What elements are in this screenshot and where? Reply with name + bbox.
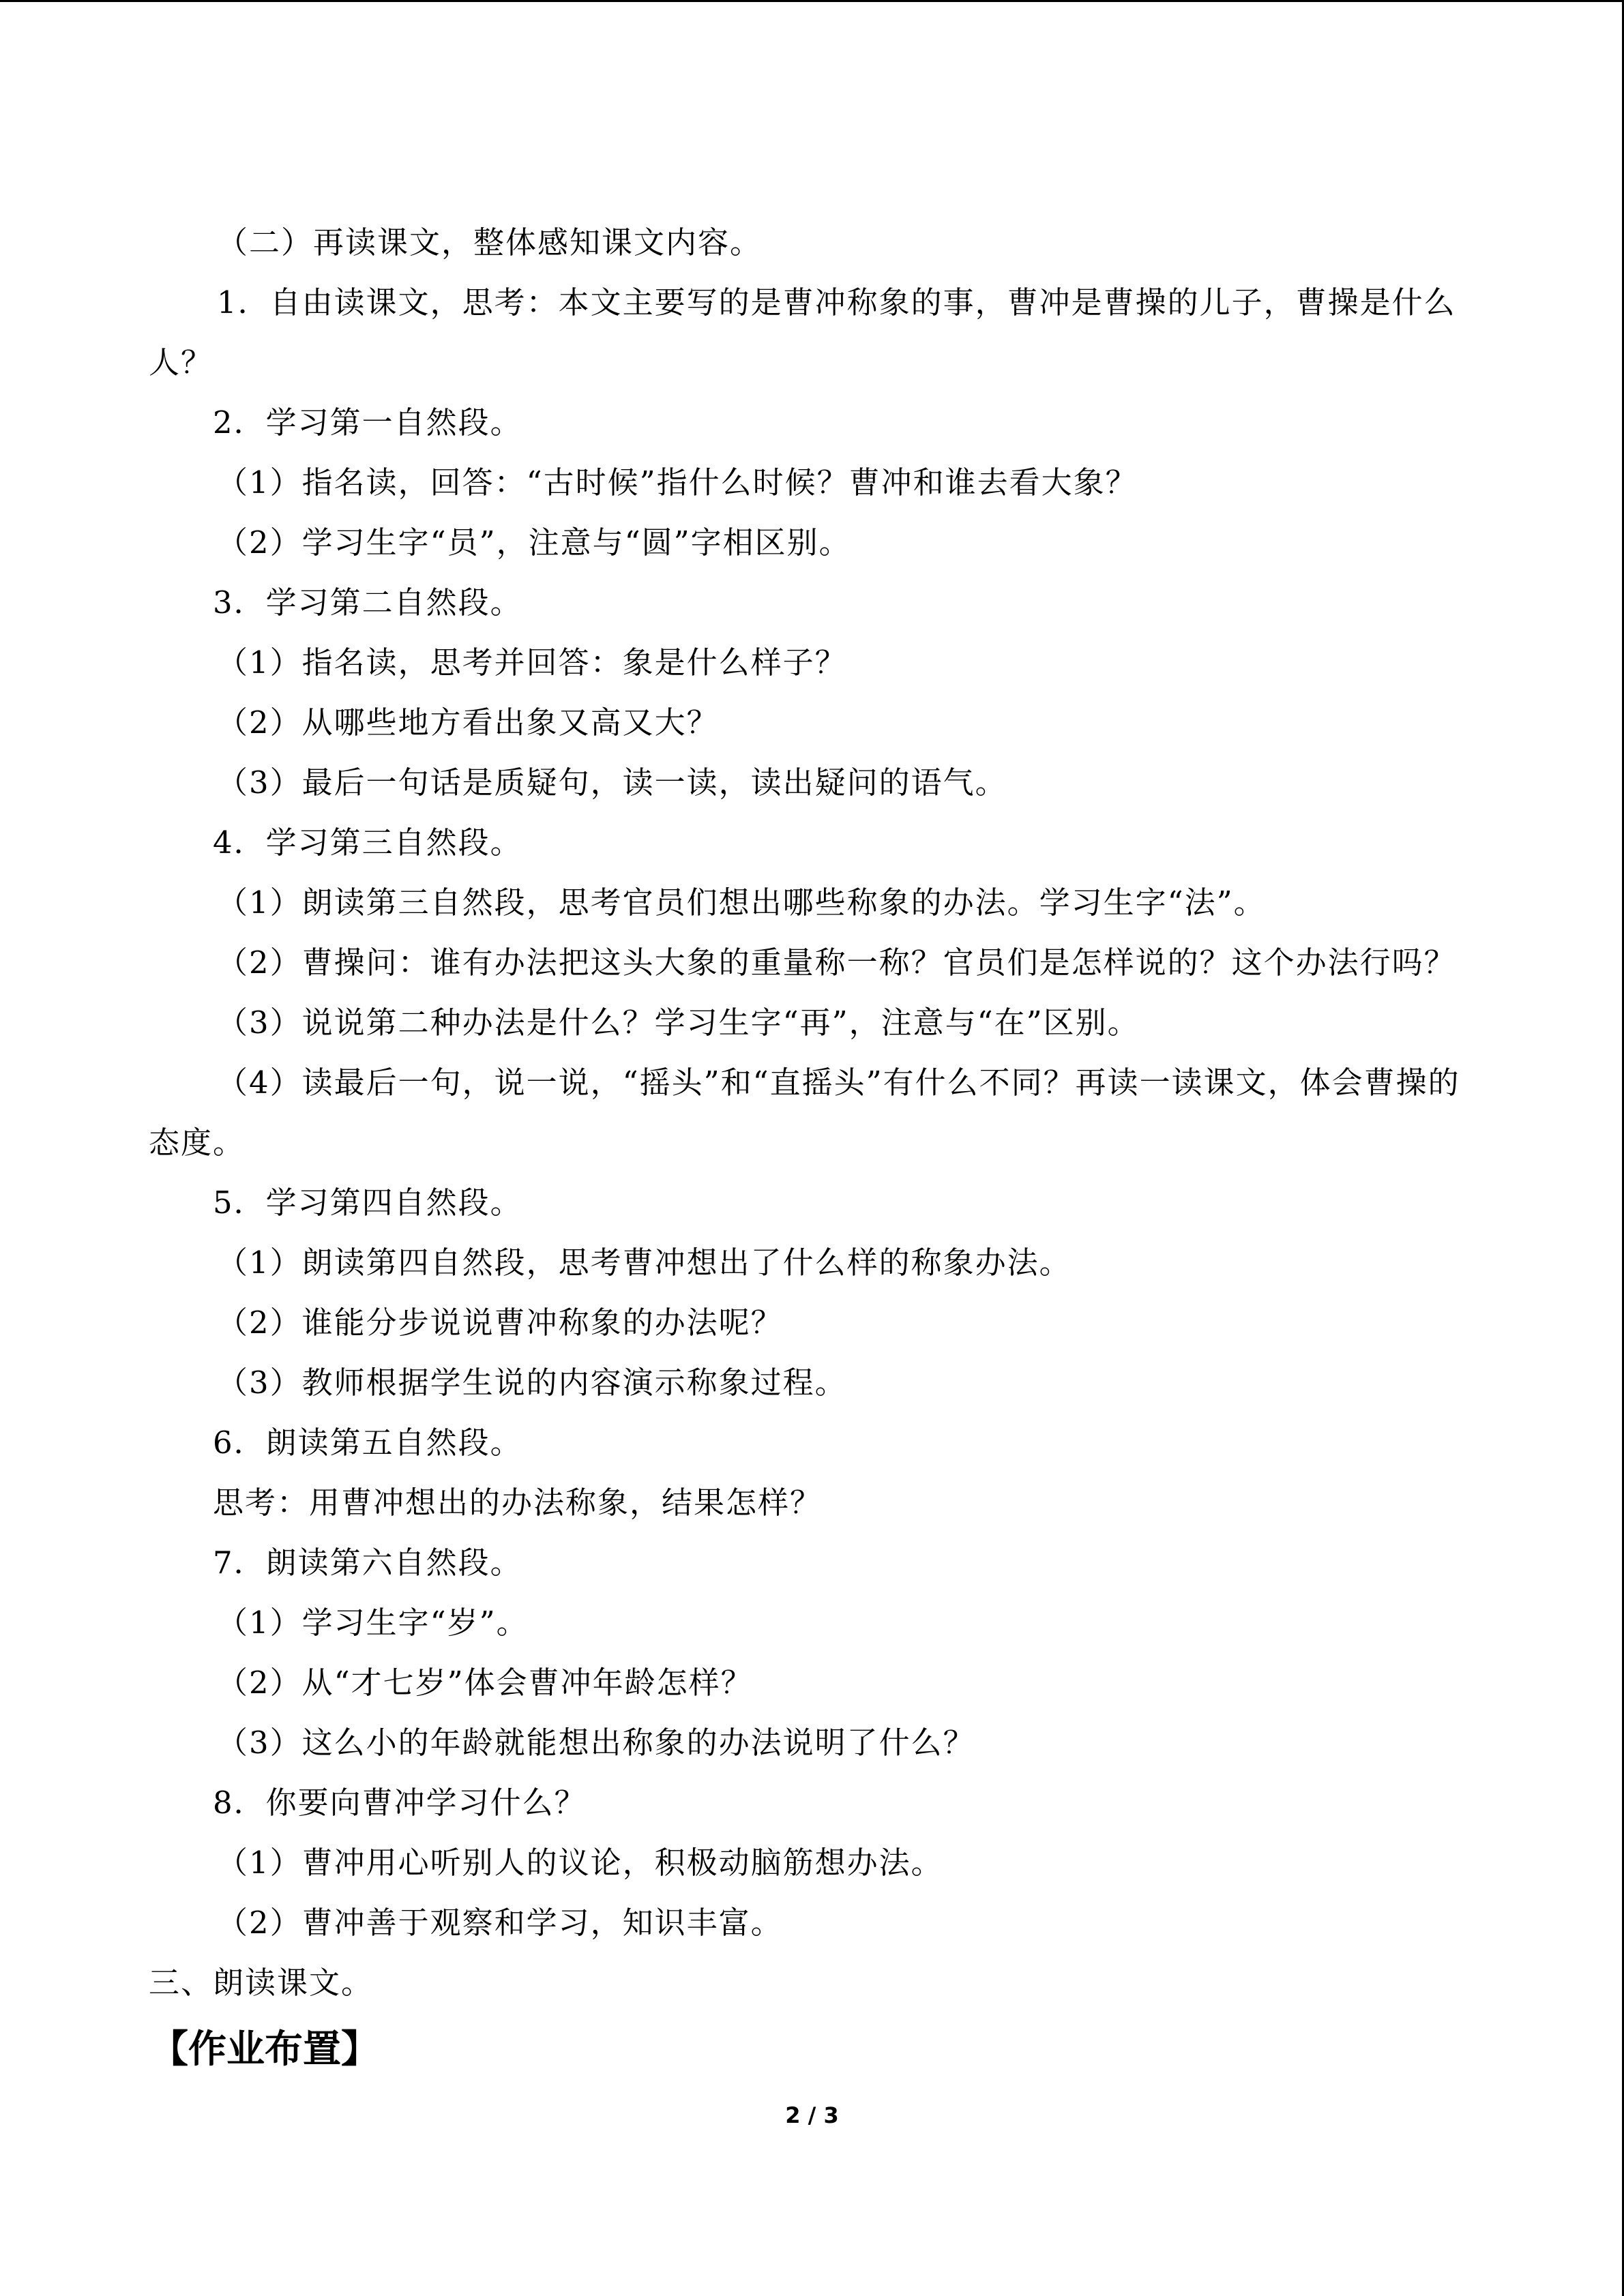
step-3-item-1: （1）指名读，思考并回答：象是什么样子？: [217, 644, 847, 681]
step-6: 6．朗读第五自然段。: [213, 1425, 522, 1461]
step-8-item-2: （2）曹冲善于观察和学习，知识丰富。: [217, 1905, 783, 1941]
step-3-item-3: （3）最后一句话是质疑句，读一读，读出疑问的语气。: [217, 764, 1007, 801]
step-8: 8．你要向曹冲学习什么？: [213, 1785, 587, 1821]
homework-heading: 【作业布置】: [150, 2027, 379, 2072]
step-7-item-3: （3）这么小的年龄就能想出称象的办法说明了什么？: [217, 1725, 975, 1761]
step-2: 2．学习第一自然段。: [213, 404, 522, 441]
step-7: 7．朗读第六自然段。: [213, 1545, 522, 1581]
step-8-item-1: （1）曹冲用心听别人的议论，积极动脑筋想办法。: [217, 1845, 943, 1881]
section-three: 三、朗读课文。: [149, 1965, 374, 2001]
step-4-item-2: （2）曹操问：谁有办法把这头大象的重量称一称？官员们是怎样说的？这个办法行吗？: [217, 944, 1456, 981]
step-2-item-1: （1）指名读，回答：“古时候”指什么时候？曹冲和谁去看大象？: [217, 464, 1138, 501]
step-4-item-4: （4）读最后一句，说一说，“摇头”和“直摇头”有什么不同？再读一读课文，体会曹操的态度。: [149, 1064, 1460, 1161]
step-7-item-2: （2）从“才七岁”体会曹冲年龄怎样？: [217, 1665, 753, 1701]
step-5: 5．学习第四自然段。: [213, 1184, 522, 1221]
step-4-item-3: （3）说说第二种办法是什么？学习生字“再”，注意与“在”区别。: [217, 1004, 1140, 1041]
step-3: 3．学习第二自然段。: [213, 584, 522, 621]
step-5-item-3: （3）教师根据学生说的内容演示称象过程。: [217, 1365, 847, 1401]
step-6-think: 思考：用曹冲想出的办法称象，结果怎样？: [213, 1485, 823, 1521]
page-number: 2 / 3: [785, 2102, 839, 2128]
document-body: [149, 213, 1486, 2083]
step-2-item-2: （2）学习生字“员”，注意与“圆”字相区别。: [217, 524, 851, 561]
subsection-heading: （二）再读课文，整体感知课文内容。: [217, 224, 763, 260]
step-5-item-2: （2）谁能分步说说曹冲称象的办法呢？: [217, 1304, 783, 1341]
step-7-item-1: （1）学习生字“岁”。: [217, 1605, 529, 1641]
step-3-item-2: （2）从哪些地方看出象又高又大？: [217, 704, 719, 741]
step-4-item-1: （1）朗读第三自然段，思考官员们想出哪些称象的办法。学习生字“法”。: [217, 884, 1266, 921]
step-5-item-1: （1）朗读第四自然段，思考曹冲想出了什么样的称象办法。: [217, 1244, 1072, 1281]
step-4: 4．学习第三自然段。: [213, 824, 522, 861]
question-1: 1．自由读课文，思考：本文主要写的是曹冲称象的事，曹冲是曹操的儿子，曹操是什么人？: [149, 284, 1456, 381]
